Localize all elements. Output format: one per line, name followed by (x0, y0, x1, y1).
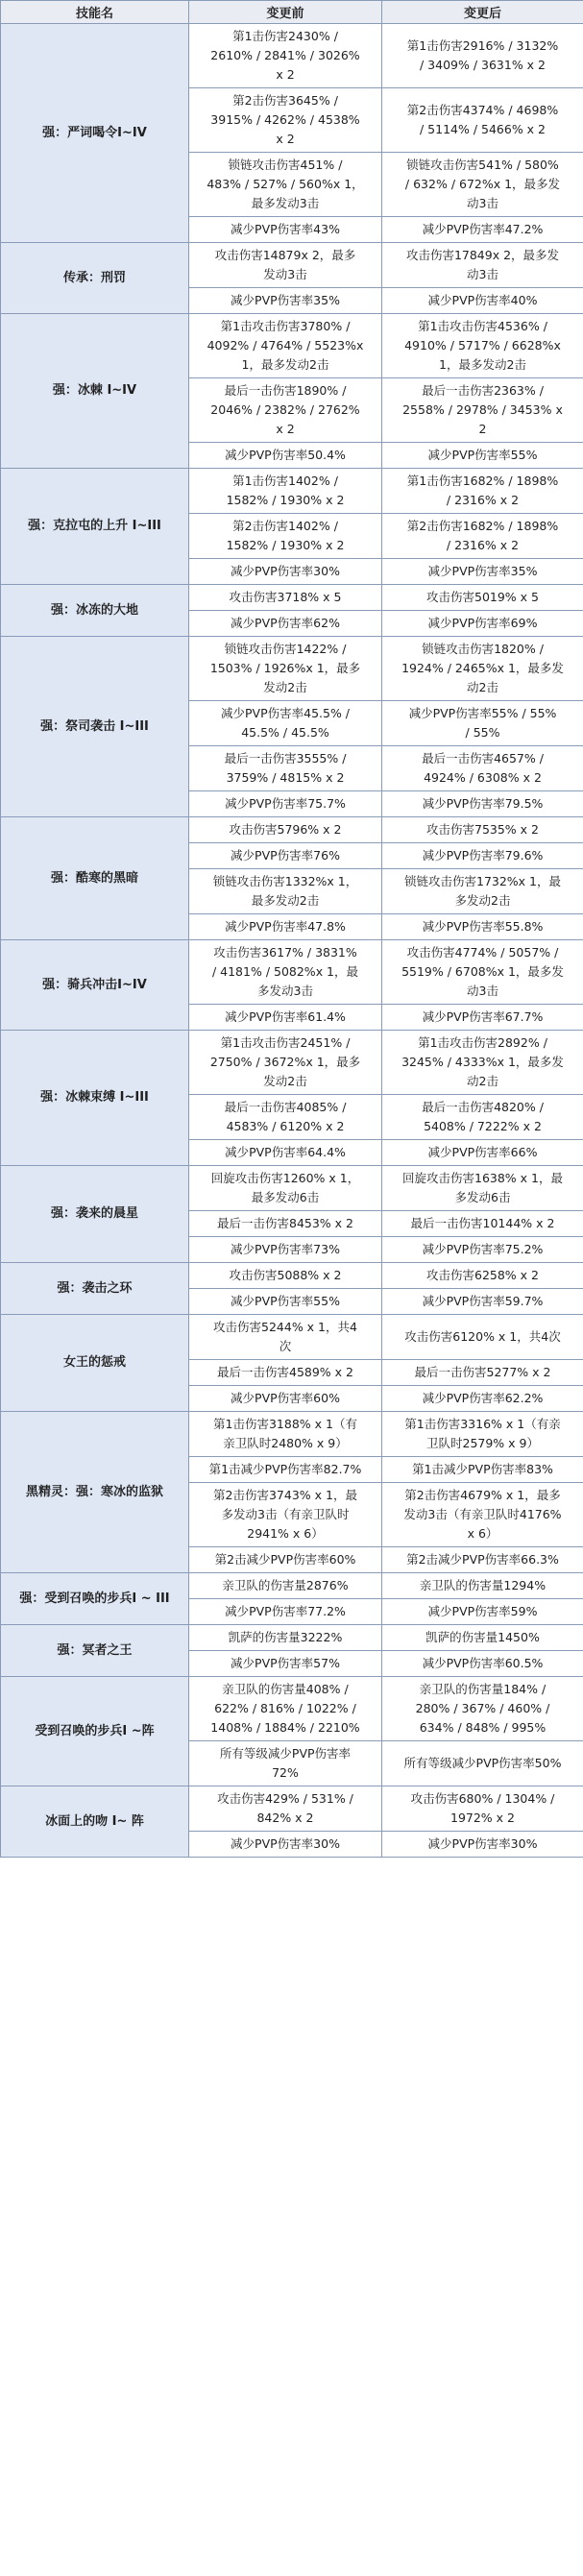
before-value-cell: 第1击攻击伤害3780% / 4092% / 4764% / 5523%x 1，最多发动2击 (189, 314, 382, 378)
after-value-cell: 最后一击伤害2363% / 2558% / 2978% / 3453% x 2 (382, 378, 583, 443)
after-value-cell: 攻击伤害7535% x 2 (382, 817, 583, 843)
before-value-cell: 减少PVP伤害率35% (189, 288, 382, 314)
before-value-cell: 攻击伤害5796% x 2 (189, 817, 382, 843)
before-value-cell: 减少PVP伤害率45.5% / 45.5% / 45.5% (189, 701, 382, 746)
before-value-cell: 第2击减少PVP伤害率60% (189, 1547, 382, 1573)
table-row (1, 1625, 583, 1651)
after-value-cell: 亲卫队的伤害量1294% (382, 1573, 583, 1599)
after-value-cell: 减少PVP伤害率69% (382, 611, 583, 637)
table-row (1, 1263, 583, 1289)
before-value-cell: 锁链攻击伤害1422% / 1503% / 1926%x 1，最多 发动2击 (189, 637, 382, 701)
after-value-cell: 减少PVP伤害率62.2% (382, 1386, 583, 1412)
after-value-cell: 回旋攻击伤害1638% x 1，最 多发动6击 (382, 1166, 583, 1211)
after-value-cell: 所有等级减少PVP伤害率50% (382, 1741, 583, 1786)
skill-name-cell: 传承：刑罚 (1, 243, 189, 314)
after-value-cell: 攻击伤害5019% x 5 (382, 585, 583, 611)
before-value-cell: 减少PVP伤害率76% (189, 843, 382, 869)
after-value-cell: 第2击伤害4679% x 1，最多 发动3击（有亲卫队时4176% x 6） (382, 1483, 583, 1547)
before-value-cell: 凯萨的伤害量3222% (189, 1625, 382, 1651)
table-row (1, 1786, 583, 1832)
before-value-cell: 亲卫队的伤害量2876% (189, 1573, 382, 1599)
after-value-cell: 第1击伤害2916% / 3132% / 3409% / 3631% x 2 (382, 24, 583, 88)
before-value-cell: 第1击攻击伤害2451% / 2750% / 3672%x 1，最多 发动2击 (189, 1031, 382, 1095)
table-body (1, 24, 583, 1858)
before-value-cell: 第2击伤害3743% x 1，最 多发动3击（有亲卫队时 2941% x 6） (189, 1483, 382, 1547)
table-row (1, 24, 583, 88)
table-row (1, 1677, 583, 1741)
before-value-cell: 第1击伤害3188% x 1（有 亲卫队时2480% x 9） (189, 1412, 382, 1457)
after-value-cell: 减少PVP伤害率35% (382, 559, 583, 585)
table-row (1, 637, 583, 701)
before-value-cell: 减少PVP伤害率64.4% (189, 1140, 382, 1166)
before-value-cell: 减少PVP伤害率62% (189, 611, 382, 637)
before-value-cell: 减少PVP伤害率30% (189, 1832, 382, 1858)
before-value-cell: 减少PVP伤害率60% (189, 1386, 382, 1412)
after-value-cell: 第2击伤害4374% / 4698% / 5114% / 5466% x 2 (382, 88, 583, 153)
after-value-cell: 减少PVP伤害率75.2% (382, 1237, 583, 1263)
skill-name-cell: 强：袭来的晨星 (1, 1166, 189, 1263)
before-value-cell: 第1击伤害2430% / 2610% / 2841% / 3026% x 2 (189, 24, 382, 88)
before-value-cell: 最后一击伤害4589% x 2 (189, 1360, 382, 1386)
header-before: 变更前 (189, 1, 382, 24)
table-row (1, 1412, 583, 1457)
after-value-cell: 攻击伤害680% / 1304% / 1972% x 2 (382, 1786, 583, 1832)
before-value-cell: 锁链攻击伤害1332%x 1， 最多发动2击 (189, 869, 382, 914)
after-value-cell: 最后一击伤害4657% / 4924% / 6308% x 2 (382, 746, 583, 791)
after-value-cell: 第1击攻击伤害4536% / 4910% / 5717% / 6628%x 1，最多发动2击 (382, 314, 583, 378)
before-value-cell: 攻击伤害5244% x 1，共4 次 (189, 1315, 382, 1360)
after-value-cell: 减少PVP伤害率40% (382, 288, 583, 314)
before-value-cell: 减少PVP伤害率77.2% (189, 1599, 382, 1625)
after-value-cell: 减少PVP伤害率47.2% (382, 217, 583, 243)
before-value-cell: 减少PVP伤害率57% (189, 1651, 382, 1677)
before-value-cell: 减少PVP伤害率47.8% (189, 914, 382, 940)
table-row (1, 817, 583, 843)
after-value-cell: 最后一击伤害4820% / 5408% / 7222% x 2 (382, 1095, 583, 1140)
before-value-cell: 减少PVP伤害率50.4% (189, 443, 382, 469)
after-value-cell: 第2击伤害1682% / 1898% / 2316% x 2 (382, 514, 583, 559)
before-value-cell: 回旋攻击伤害1260% x 1， 最多发动6击 (189, 1166, 382, 1211)
after-value-cell: 减少PVP伤害率59.7% (382, 1289, 583, 1315)
before-value-cell: 攻击伤害14879x 2，最多 发动3击 (189, 243, 382, 288)
skill-name-cell: 强：冰棘束缚 I~III (1, 1031, 189, 1166)
after-value-cell: 最后一击伤害10144% x 2 (382, 1211, 583, 1237)
before-value-cell: 最后一击伤害3555% / 3759% / 4815% x 2 (189, 746, 382, 791)
header-skill: 技能名 (1, 1, 189, 24)
table-row (1, 585, 583, 611)
after-value-cell: 减少PVP伤害率66% (382, 1140, 583, 1166)
before-value-cell: 攻击伤害3617% / 3831% / 4181% / 5082%x 1，最 多发动3击 (189, 940, 382, 1005)
before-value-cell: 攻击伤害3718% x 5 (189, 585, 382, 611)
before-value-cell: 攻击伤害5088% x 2 (189, 1263, 382, 1289)
before-value-cell: 所有等级减少PVP伤害率 72% (189, 1741, 382, 1786)
after-value-cell: 减少PVP伤害率60.5% (382, 1651, 583, 1677)
skill-name-cell: 强：祭司袭击 I~III (1, 637, 189, 817)
skill-name-cell: 强：酷寒的黑暗 (1, 817, 189, 940)
header-row (1, 1, 583, 24)
after-value-cell: 减少PVP伤害率30% (382, 1832, 583, 1858)
after-value-cell: 第2击减少PVP伤害率66.3% (382, 1547, 583, 1573)
before-value-cell: 减少PVP伤害率43% (189, 217, 382, 243)
before-value-cell: 第2击伤害1402% / 1582% / 1930% x 2 (189, 514, 382, 559)
after-value-cell: 亲卫队的伤害量184% / 280% / 367% / 460% / 634% / 848% / 995% (382, 1677, 583, 1741)
before-value-cell: 第1击减少PVP伤害率82.7% (189, 1457, 382, 1483)
skill-name-cell: 强：严词喝令I~IV (1, 24, 189, 243)
after-value-cell: 锁链攻击伤害1732%x 1，最 多发动2击 (382, 869, 583, 914)
before-value-cell: 减少PVP伤害率73% (189, 1237, 382, 1263)
skill-name-cell: 强：受到召唤的步兵I ~ III (1, 1573, 189, 1625)
after-value-cell: 第1击减少PVP伤害率83% (382, 1457, 583, 1483)
after-value-cell: 减少PVP伤害率55% / 55% / 55% (382, 701, 583, 746)
skill-name-cell: 黑精灵：强：寒冰的监狱 (1, 1412, 189, 1573)
skill-name-cell: 强：冥者之王 (1, 1625, 189, 1677)
after-value-cell: 减少PVP伤害率79.6% (382, 843, 583, 869)
after-value-cell: 第1击攻击伤害2892% / 3245% / 4333%x 1，最多发 动2击 (382, 1031, 583, 1095)
after-value-cell: 第1击伤害3316% x 1（有亲 卫队时2579% x 9） (382, 1412, 583, 1457)
table-row (1, 469, 583, 514)
after-value-cell: 减少PVP伤害率59% (382, 1599, 583, 1625)
header-after: 变更后 (382, 1, 583, 24)
skill-name-cell: 强：冰冻的大地 (1, 585, 189, 637)
table-row (1, 940, 583, 1005)
before-value-cell: 第1击伤害1402% / 1582% / 1930% x 2 (189, 469, 382, 514)
after-value-cell: 减少PVP伤害率55% (382, 443, 583, 469)
before-value-cell: 攻击伤害429% / 531% / 842% x 2 (189, 1786, 382, 1832)
after-value-cell: 减少PVP伤害率79.5% (382, 791, 583, 817)
before-value-cell: 减少PVP伤害率61.4% (189, 1005, 382, 1031)
before-value-cell: 减少PVP伤害率75.7% (189, 791, 382, 817)
after-value-cell: 攻击伤害17849x 2，最多发 动3击 (382, 243, 583, 288)
before-value-cell: 最后一击伤害1890% / 2046% / 2382% / 2762% x 2 (189, 378, 382, 443)
after-value-cell: 攻击伤害6258% x 2 (382, 1263, 583, 1289)
skill-name-cell: 女王的惩戒 (1, 1315, 189, 1412)
skill-name-cell: 强：袭击之环 (1, 1263, 189, 1315)
after-value-cell: 凯萨的伤害量1450% (382, 1625, 583, 1651)
table-row (1, 1573, 583, 1599)
after-value-cell: 锁链攻击伤害541% / 580% / 632% / 672%x 1，最多发 动3击 (382, 153, 583, 217)
after-value-cell: 最后一击伤害5277% x 2 (382, 1360, 583, 1386)
table-row (1, 243, 583, 288)
after-value-cell: 减少PVP伤害率55.8% (382, 914, 583, 940)
before-value-cell: 第2击伤害3645% / 3915% / 4262% / 4538% x 2 (189, 88, 382, 153)
before-value-cell: 减少PVP伤害率55% (189, 1289, 382, 1315)
before-value-cell: 亲卫队的伤害量408% / 622% / 816% / 1022% / 1408% / 1884% / 2210% (189, 1677, 382, 1741)
table-row (1, 1031, 583, 1095)
after-value-cell: 第1击伤害1682% / 1898% / 2316% x 2 (382, 469, 583, 514)
after-value-cell: 锁链攻击伤害1820% / 1924% / 2465%x 1，最多发 动2击 (382, 637, 583, 701)
skill-name-cell: 冰面上的吻 I~ 阵 (1, 1786, 189, 1858)
skill-name-cell: 强：克拉屯的上升 I~III (1, 469, 189, 585)
before-value-cell: 最后一击伤害8453% x 2 (189, 1211, 382, 1237)
after-value-cell: 减少PVP伤害率67.7% (382, 1005, 583, 1031)
before-value-cell: 最后一击伤害4085% / 4583% / 6120% x 2 (189, 1095, 382, 1140)
skill-name-cell: 受到召唤的步兵I ~阵 (1, 1677, 189, 1786)
table-row (1, 1315, 583, 1360)
after-value-cell: 攻击伤害6120% x 1，共4次 (382, 1315, 583, 1360)
after-value-cell: 攻击伤害4774% / 5057% / 5519% / 6708%x 1，最多发 动3击 (382, 940, 583, 1005)
table-row (1, 314, 583, 378)
before-value-cell: 锁链攻击伤害451% / 483% / 527% / 560%x 1， 最多发动3击 (189, 153, 382, 217)
before-value-cell: 减少PVP伤害率30% (189, 559, 382, 585)
skill-name-cell: 强：骑兵冲击I~IV (1, 940, 189, 1031)
skill-name-cell: 强：冰棘 I~IV (1, 314, 189, 469)
table-row (1, 1166, 583, 1211)
